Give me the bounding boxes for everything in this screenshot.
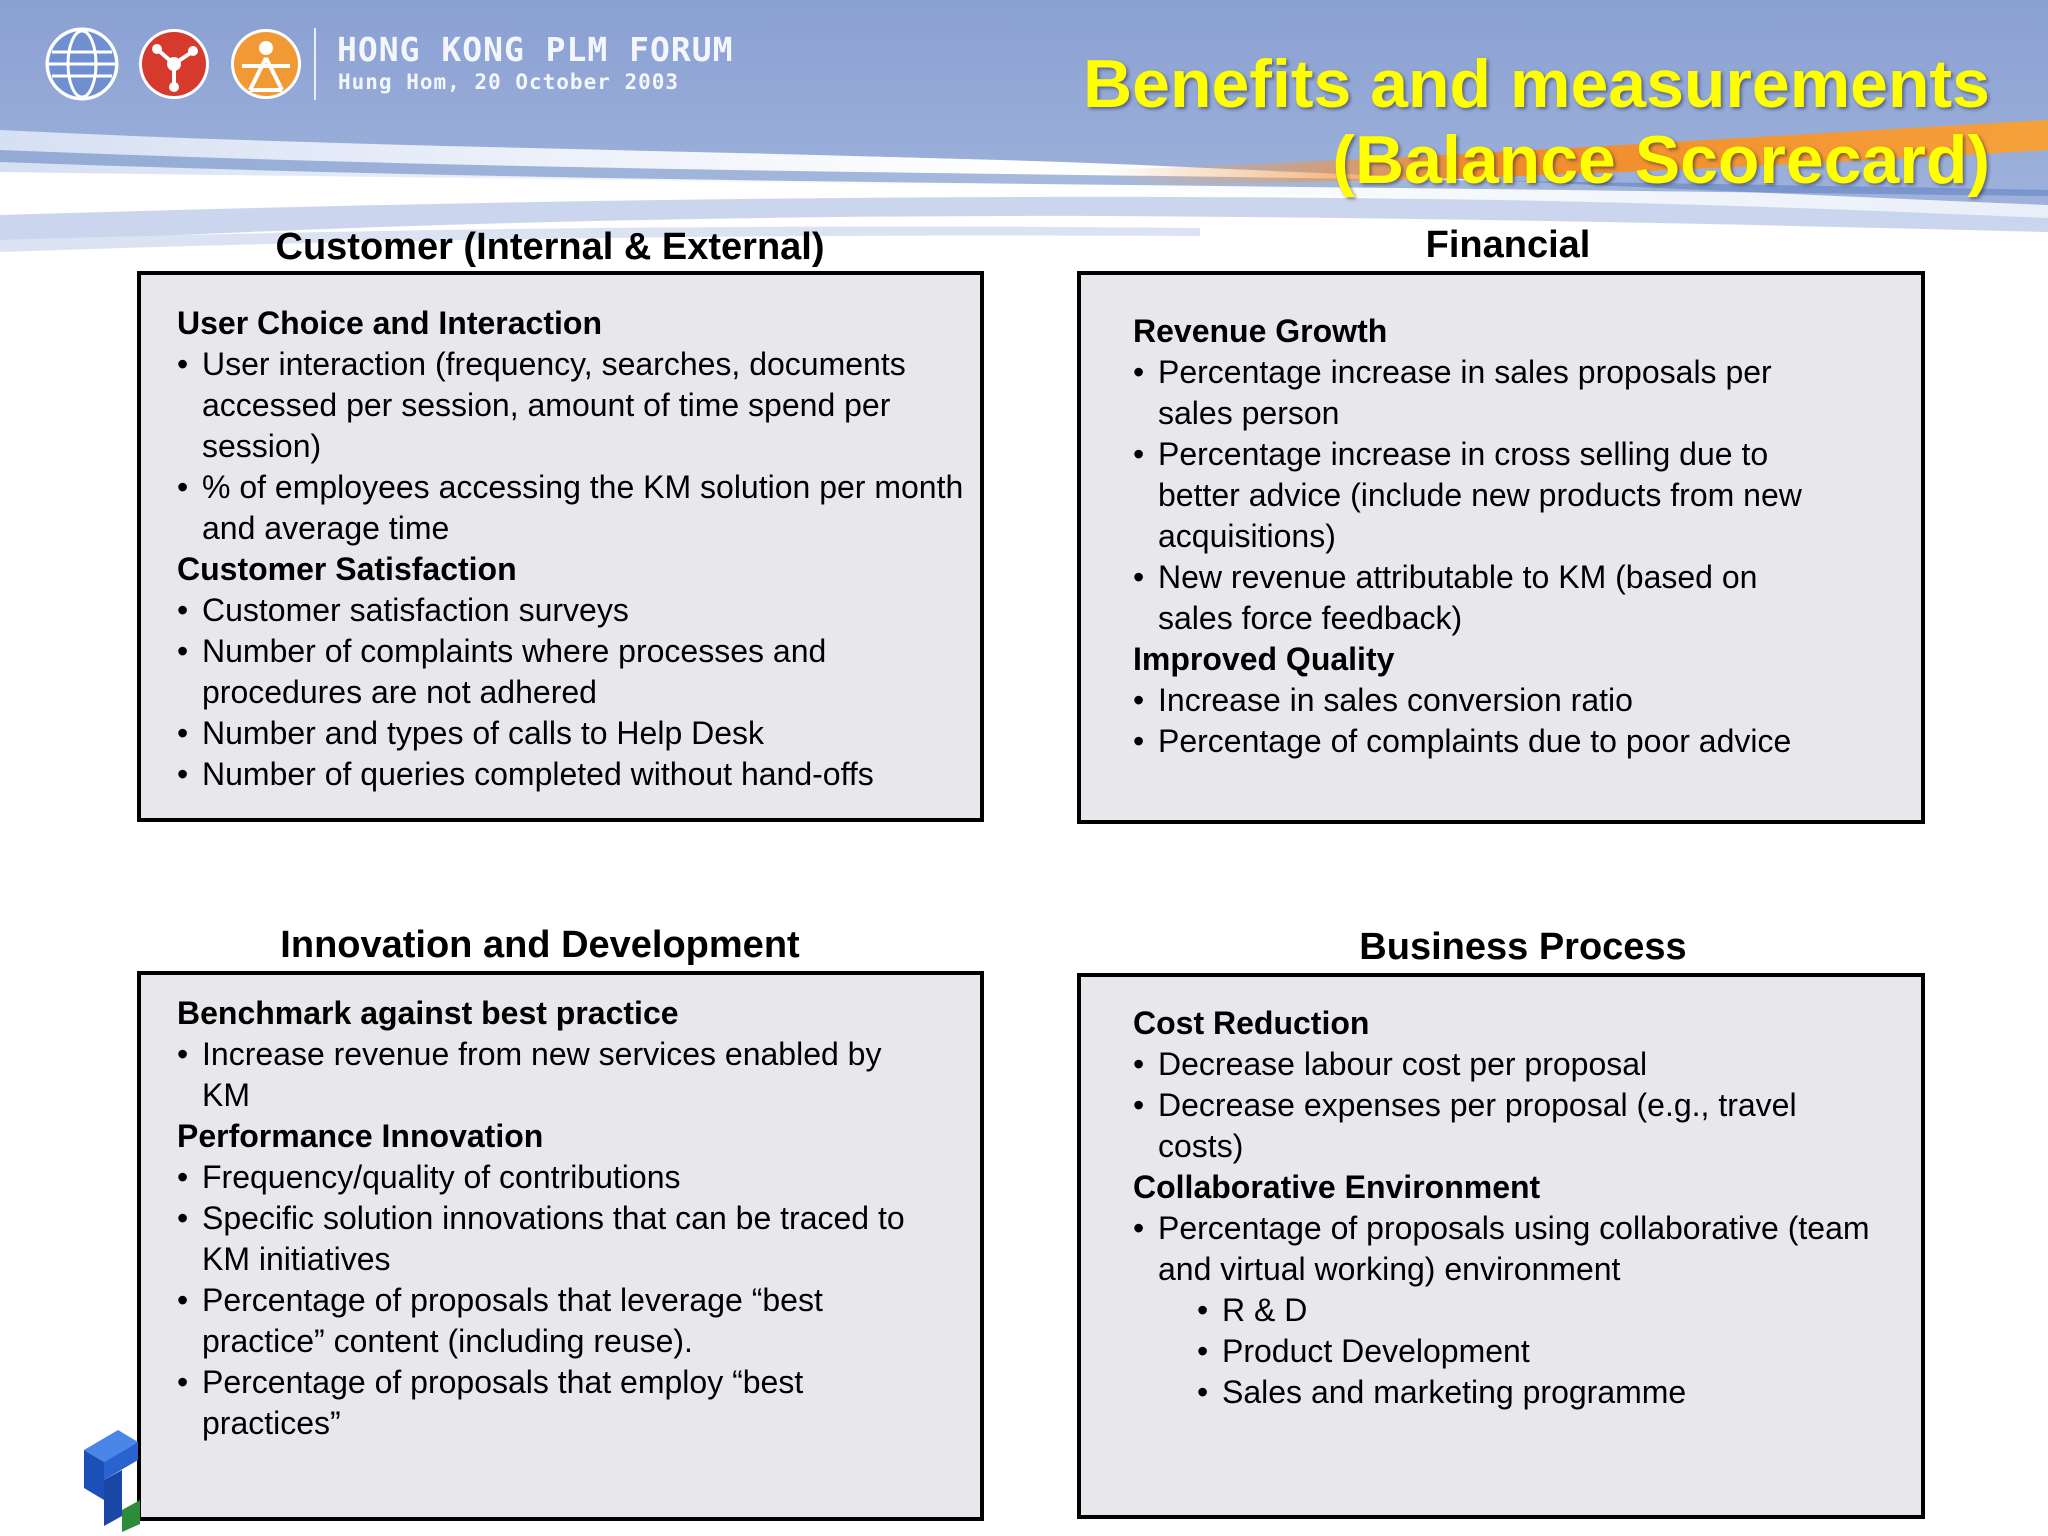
molecule-logo-icon — [136, 26, 212, 102]
slide-title-line-1: Benefits and measurements — [1083, 46, 1990, 122]
section-heading: Performance Innovation — [177, 1118, 544, 1154]
list-item: • Increase in sales conversion ratio — [1133, 680, 1823, 721]
financial-quadrant-box — [1077, 271, 1925, 824]
forum-name: HONG KONG PLM FORUM — [337, 30, 734, 69]
financial-quadrant-title: Financial — [1425, 224, 1591, 266]
forum-subtitle: Hung Hom, 20 October 2003 — [338, 70, 680, 94]
list-item: • Customer satisfaction surveys — [177, 590, 967, 631]
customer-quadrant-content — [177, 303, 967, 795]
list-item: • Percentage increase in cross selling due to better advice (include new products from new acquisitions) — [1133, 434, 1823, 557]
list-item: • % of employees accessing the KM solution per month and average time — [177, 467, 967, 549]
slide-title — [890, 46, 1990, 198]
list-item: • Percentage of proposals that leverage “best practice” content (including reuse). — [177, 1280, 917, 1362]
list-item: • Percentage of complaints due to poor advice — [1133, 721, 1823, 762]
list-item: • User interaction (frequency, searches, documents accessed per session, amount of time spend per session) — [177, 344, 967, 467]
list-item: • Specific solution innovations that can be traced to KM initiatives — [177, 1198, 917, 1280]
list-item: • Decrease expenses per proposal (e.g., travel costs) — [1133, 1085, 1873, 1167]
section-heading: User Choice and Interaction — [177, 305, 602, 341]
sub-list-item: • R & D — [1133, 1290, 1873, 1331]
section-heading: Customer Satisfaction — [177, 551, 517, 587]
list-item: • Increase revenue from new services enabled by KM — [177, 1034, 917, 1116]
person-logo-icon — [228, 26, 304, 102]
logo-divider — [314, 28, 316, 100]
section-heading: Revenue Growth — [1133, 313, 1388, 349]
list-item: • Number of complaints where processes and procedures are not adhered — [177, 631, 967, 713]
slide-title-line-2: (Balance Scorecard) — [1332, 122, 1990, 198]
list-item: • Percentage of proposals that employ “best practices” — [177, 1362, 917, 1444]
sub-list-item: • Sales and marketing programme — [1133, 1372, 1873, 1413]
list-item: • Decrease labour cost per proposal — [1133, 1044, 1873, 1085]
business-quadrant-title: Business Process — [1359, 926, 1687, 968]
customer-quadrant-box — [137, 271, 984, 822]
business-quadrant-box — [1077, 973, 1925, 1519]
header-banner — [0, 0, 2048, 260]
innovation-quadrant-title: Innovation and Development — [280, 924, 800, 966]
section-heading: Cost Reduction — [1133, 1005, 1370, 1041]
business-quadrant-content — [1133, 1003, 1873, 1413]
list-item: • Percentage increase in sales proposals per sales person — [1133, 352, 1823, 434]
sub-list-item: • Product Development — [1133, 1331, 1873, 1372]
list-item: • Number of queries completed without hand-offs — [177, 754, 967, 795]
section-heading: Improved Quality — [1133, 641, 1395, 677]
globe-logo-icon — [44, 26, 120, 102]
innovation-quadrant-content — [177, 993, 917, 1444]
list-item: • Frequency/quality of contributions — [177, 1157, 917, 1198]
financial-quadrant-content — [1133, 311, 1823, 762]
innovation-quadrant-box — [137, 971, 984, 1521]
customer-quadrant-title: Customer (Internal & External) — [275, 226, 825, 268]
list-item: • Number and types of calls to Help Desk — [177, 713, 967, 754]
section-heading: Benchmark against best practice — [177, 995, 679, 1031]
list-item: • New revenue attributable to KM (based on sales force feedback) — [1133, 557, 1823, 639]
corner-cube-logo-icon — [78, 1420, 142, 1532]
list-item: • Percentage of proposals using collaborative (team and virtual working) environment — [1133, 1208, 1873, 1290]
section-heading: Collaborative Environment — [1133, 1169, 1541, 1205]
